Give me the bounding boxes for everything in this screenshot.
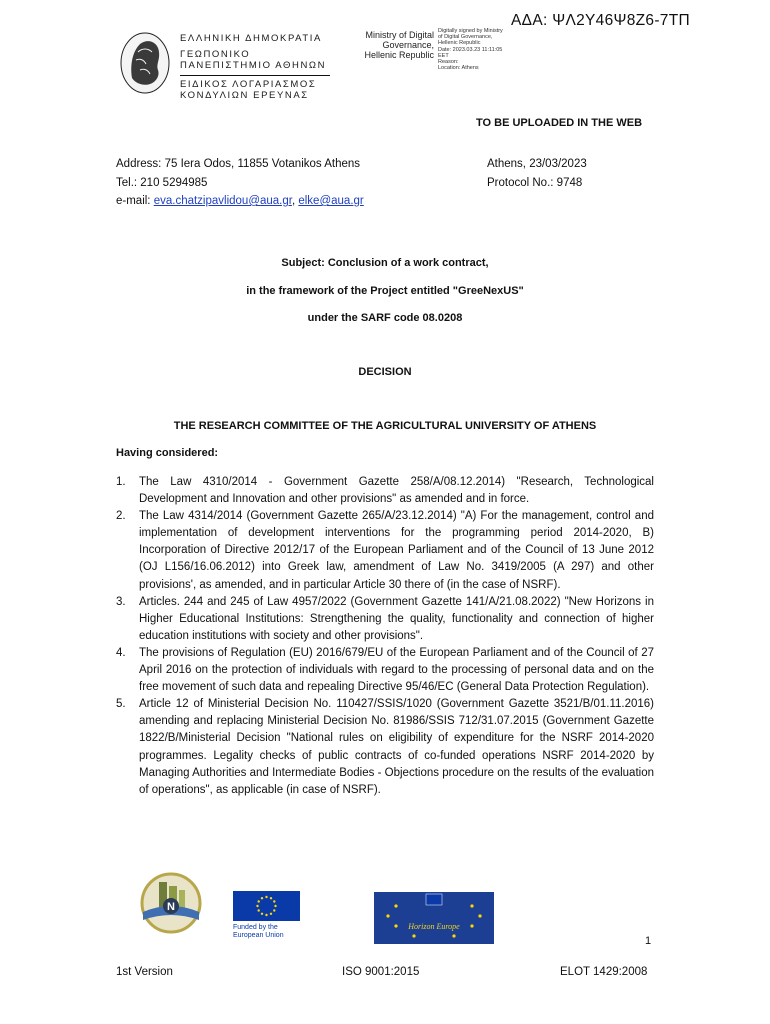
- subject-line-3: under the SARF code 08.0208: [307, 312, 463, 324]
- having-considered: Having considered:: [116, 447, 219, 459]
- protocol-number: Protocol No.: 9748: [487, 176, 583, 189]
- university-label-2: ΠΑΝΕΠΙΣΤΗΜΙΟ ΑΘΗΝΩΝ: [180, 60, 327, 71]
- list-item: 4. The provisions of Regulation (EU) 2016/679/EU of the European Parliament and of the Council of 27 April 2016 on the protection of individuals with regard to the processing of personal data and on the free movement of such data and repealing Directive 95/46/EC (General Data Protection Regulation).: [116, 646, 654, 694]
- research-account-label-1: ΕΙΔΙΚΟΣ ΛΟΓΑΡΙΑΣΜΟΣ: [180, 79, 317, 90]
- eu-flag: [233, 891, 300, 921]
- university-name: [180, 33, 330, 101]
- subject-line-1: Subject: Conclusion of a work contract,: [281, 257, 489, 269]
- document-date: Athens, 23/03/2023: [487, 158, 587, 170]
- eu-stars-icon: [233, 891, 300, 921]
- footer-version: 1st Version: [116, 966, 173, 978]
- date-block: [487, 155, 587, 192]
- page-number: 1: [645, 935, 652, 947]
- list-item: 1. The Law 4310/2014 - Government Gazette 258/A/08.12.2014) "Research, Technological Development and Innovation and other provisions" as amended and in force.: [116, 476, 654, 506]
- university-label-1: ΓΕΩΠΟΝΙΚΟ: [180, 49, 251, 60]
- header-divider: [180, 75, 330, 76]
- university-logo: [118, 30, 172, 96]
- committee-heading: THE RESEARCH COMMITTEE OF THE AGRICULTURAL UNIVERSITY OF ATHENS: [173, 420, 597, 432]
- list-item: 5. Article 12 of Ministerial Decision No. 110427/SSIS/1020 (Government Gazette 3521/B/01.11.2016) amending and replacing Ministerial Decision No. 81986/SSIS 712/31.07.2015 (Government Gazette 1822/B/Ministerial Decision "National rules on eligibility of expenditure for the NSRF 2014-2020 programmes. Legality checks of public contracts of co-funded operations NSRF 2014-2020 by Managing Authorities and Intermediate Bodies - Objections procedure on the results of the evaluation of operations", as applicable (in case of NSRF).: [116, 698, 654, 796]
- footer-iso: ISO 9001:2015: [342, 966, 420, 978]
- horizon-stars-icon: [374, 892, 494, 944]
- list-item: 3. Articles. 244 and 245 of Law 4957/2022 (Government Gazette 141/A/21.08.2022) "New Horizons in Higher Educational Institutions: Strengthening the quality, functionality and connection of higher education institutions with society and other provisions".: [116, 595, 654, 642]
- address-tel: Tel.: 210 5294985: [116, 176, 208, 189]
- footer-elot: ELOT 1429:2008: [560, 966, 648, 978]
- list-item: 2. The Law 4314/2014 (Government Gazette 265/A/23.12.2014) "A) For the management, control and implementation of development interventions for the programming period 2014-2020, B) Incorporation of Directive 2012/17 of the European Parliament and of the Council of 13 June 2012 (OJ L156/16.06.2012) into Greek law, amendment of Law No. 3419/2005 (A 297) and other provisions', as amended, and in particular Article 30 there of (in the case of NSRF).: [116, 510, 654, 591]
- email-link-1[interactable]: eva.chatzipavlidou@aua.gr: [153, 195, 292, 207]
- horizon-label: Horizon Europe: [408, 922, 460, 931]
- horizon-europe-logo: [374, 892, 494, 944]
- address-street: Address: 75 Iera Odos, 11855 Votanikos Athens: [116, 158, 361, 170]
- address-email: e-mail: eva.chatzipavlidou@aua.gr, elke@aua.gr: [116, 195, 364, 207]
- svg-text:N: N: [167, 901, 175, 913]
- email-link-2[interactable]: elke@aua.gr: [298, 195, 364, 207]
- republic-label: ΕΛΛΗΝΙΚΗ ΔΗΜΟΚΡΑΤΙΑ: [180, 33, 322, 44]
- greenexus-logo: [133, 872, 209, 934]
- digital-signature: Digitally signed by Ministry of Digital Governance, Hellenic Republic Date: 2023.03.23 11:11:05 EET Reason: Location: Athens: [438, 28, 503, 72]
- address-block: [116, 155, 364, 211]
- considerations-list: [116, 474, 654, 799]
- subject-line-2: in the framework of the Project entitled "GreeNexUS": [246, 285, 524, 297]
- ada-code: ΑΔΑ: ΨΛ2Υ46Ψ8Ζ6-7ΤΠ: [511, 12, 690, 29]
- eu-caption: Funded by the European Union: [233, 924, 284, 939]
- upload-note: TO BE UPLOADED IN THE WEB: [476, 117, 643, 129]
- decision-heading: DECISION: [358, 366, 412, 378]
- research-account-label-2: ΚΟΝΔΥΛΙΩΝ ΕΡΕΥΝΑΣ: [180, 90, 309, 101]
- signer-name: Ministry of Digital Governance, Hellenic Republic: [364, 30, 434, 60]
